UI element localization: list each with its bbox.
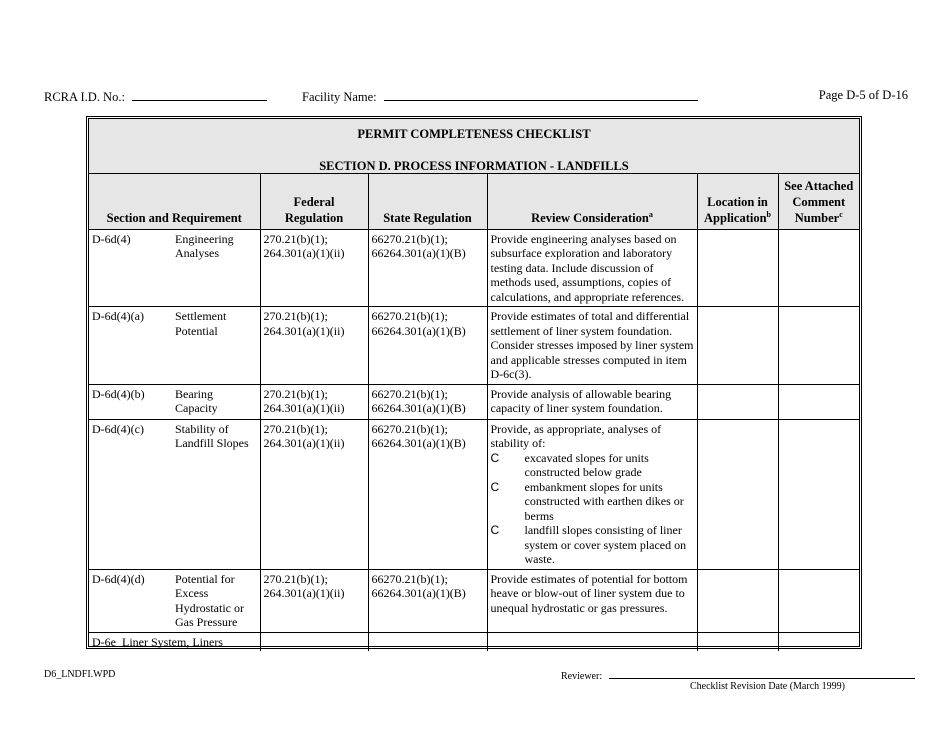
col-location: Location in Application$^b$ (697, 174, 778, 229)
section-code: D-6d(4)(b) (92, 386, 145, 401)
state-regulation: 66270.21(b)(1); 66264.301(a)(1)(B) (368, 419, 487, 569)
location-cell (697, 569, 778, 632)
table-row (89, 384, 859, 419)
bullet-icon: C (490, 450, 500, 465)
review-intro: Provide, as appropriate, analyses of stability of: (490, 421, 662, 450)
federal-regulation: 270.21(b)(1); 264.301(a)(1)(ii) (260, 569, 368, 632)
checklist-title: PERMIT COMPLETENESS CHECKLIST (357, 127, 591, 141)
title-band (89, 119, 859, 174)
requirement: Liner System, Liners (122, 634, 223, 649)
revision-date: Checklist Revision Date (March 1999) (690, 681, 845, 692)
location-cell (697, 384, 778, 419)
comment-cell (778, 307, 859, 385)
section-code: D-6e (92, 634, 116, 649)
location-cell (697, 419, 778, 569)
location-cell (697, 632, 778, 651)
table-row (89, 569, 859, 632)
section-code: D-6d(4)(a) (92, 309, 144, 323)
bullet-icon: C (490, 479, 500, 494)
section-title: SECTION D. PROCESS INFORMATION - LANDFILLS (319, 159, 629, 173)
federal-regulation (260, 632, 368, 651)
col-comment: See Attached Comment Number$^c$ (778, 174, 859, 229)
bullet-item: C landfill slopes consisting of liner system or cover system placed on waste. (490, 523, 687, 566)
table-row (89, 632, 859, 651)
federal-regulation: 270.21(b)(1); 264.301(a)(1)(ii) (260, 419, 368, 569)
reviewer-blank (609, 669, 915, 679)
comment-cell (778, 419, 859, 569)
location-cell (697, 307, 778, 385)
section-code: D-6d(4)(c) (92, 421, 144, 436)
table-row (89, 307, 859, 385)
requirement: Settlement Potential (175, 309, 227, 338)
checklist-table (89, 174, 859, 651)
federal-regulation: 270.21(b)(1); 264.301(a)(1)(ii) (260, 384, 368, 419)
file-name: D6_LNDFI.WPD (44, 669, 116, 680)
page-number: Page D-5 of D-16 (818, 88, 908, 102)
requirement: Stability of Landfill Slopes (175, 421, 249, 450)
bullet-item: C excavated slopes for units constructed below grade (490, 450, 649, 479)
facility-name-field (302, 88, 698, 105)
state-regulation: 66270.21(b)(1); 66264.301(a)(1)(B) (368, 229, 487, 307)
bullet-icon: C (490, 523, 500, 537)
rcra-id-blank (132, 88, 267, 101)
col-section: Section and Requirement (89, 174, 260, 229)
col-federal: Federal Regulation (260, 174, 368, 229)
facility-name-blank (384, 88, 698, 101)
review-consideration: Provide estimates of potential for bottom heave or blow-out of liner system due to unequal hydrostatic or gas pressures. (487, 569, 697, 632)
federal-regulation: 270.21(b)(1); 264.301(a)(1)(ii) (260, 307, 368, 385)
rcra-id-label: RCRA I.D. No.: (44, 90, 125, 104)
review-consideration: Provide engineering analyses based on subsurface exploration and laboratory testing data. Include discussion of methods used, assumptions, copies of calculations, and appropriate references. (487, 229, 697, 307)
federal-regulation: 270.21(b)(1); 264.301(a)(1)(ii) (260, 229, 368, 307)
checklist-frame (86, 116, 862, 649)
comment-cell (778, 632, 859, 651)
comment-cell (778, 569, 859, 632)
comment-cell (778, 229, 859, 307)
bullet-item: C embankment slopes for units constructed with earthen dikes or berms (490, 479, 684, 523)
state-regulation (368, 632, 487, 651)
col-review: Review Consideration$^a$ (487, 174, 697, 229)
location-cell (697, 229, 778, 307)
comment-cell (778, 384, 859, 419)
requirement: Bearing Capacity (175, 386, 218, 415)
reviewer-label: Reviewer: (561, 671, 603, 682)
requirement: Potential for Excess Hydrostatic or Gas Pressure (175, 571, 244, 629)
review-consideration: Provide analysis of allowable bearing capacity of liner system foundation. (487, 384, 697, 419)
table-row (89, 419, 859, 569)
state-regulation: 66270.21(b)(1); 66264.301(a)(1)(B) (368, 569, 487, 632)
state-regulation: 66270.21(b)(1); 66264.301(a)(1)(B) (368, 307, 487, 385)
review-consideration (487, 419, 697, 569)
facility-name-label: Facility Name: (302, 90, 377, 104)
requirement: Engineering Analyses (175, 231, 234, 260)
state-regulation: 66270.21(b)(1); 66264.301(a)(1)(B) (368, 384, 487, 419)
review-consideration: Provide estimates of total and differential settlement of liner system foundation. Consider stresses imposed by liner system and applicable stresses computed in item D-6c(3). (487, 307, 697, 385)
section-code: D-6d(4) (92, 231, 131, 246)
col-state: State Regulation (368, 174, 487, 229)
section-code: D-6d(4)(d) (92, 571, 145, 586)
table-row (89, 229, 859, 307)
rcra-id-field (44, 88, 267, 105)
review-consideration (487, 632, 697, 651)
